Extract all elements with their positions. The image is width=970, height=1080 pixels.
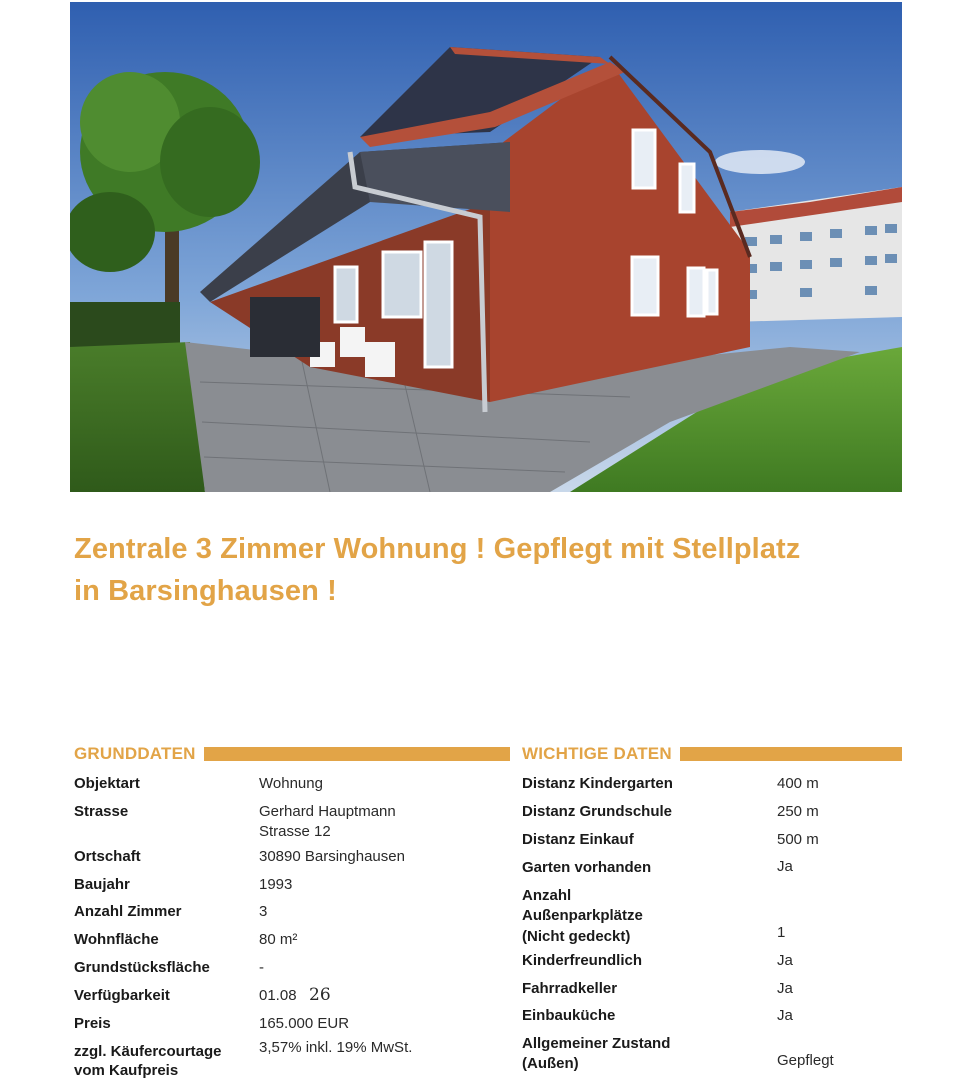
grunddaten-label: Grundstücksfläche [74,959,210,976]
wichtige-daten-value: Ja [777,980,793,997]
wichtige-daten-heading: WICHTIGE DATEN [522,744,672,763]
wichtige-daten-value: 400 m [777,775,819,792]
grunddaten-label: zzgl. Käufercourtage [74,1043,222,1060]
wichtige-daten-value: 500 m [777,831,819,848]
wichtige-daten-label: Garten vorhanden [522,859,652,876]
wichtige-daten-label: Anzahl [522,887,572,904]
wichtige-daten-value: Ja [777,858,793,875]
grunddaten-accent-bar [204,747,510,761]
wichtige-daten-label: Kinderfreundlich [522,952,643,969]
grunddaten-value: Gerhard Hauptmann [259,803,396,820]
property-photo [70,2,902,492]
grunddaten-header [74,742,510,766]
grunddaten-value: 80 m² [259,931,298,948]
grunddaten-label: Baujahr [74,876,130,893]
grunddaten-label-line-2: vom Kaufpreis [74,1062,179,1079]
handwritten-year: 26 [309,985,331,1005]
grunddaten-label: Ortschaft [74,848,141,865]
wichtige-daten-label: Distanz Einkauf [522,831,634,848]
grunddaten-value: 30890 Barsinghausen [259,848,405,865]
wichtige-daten-value: 250 m [777,803,819,820]
grunddaten-label: Verfügbarkeit [74,987,170,1004]
listing-title-line-1: Zentrale 3 Zimmer Wohnung ! Gepflegt mit Stellplatz [74,533,801,565]
grunddaten-label: Strasse [74,803,129,820]
grunddaten-value-line-2: Strasse 12 [259,823,331,840]
wichtige-daten-label-line-2: Außenparkplätze [522,907,643,924]
grunddaten-label: Anzahl Zimmer [74,903,182,920]
grunddaten-heading: GRUNDDATEN [74,744,196,763]
wichtige-daten-label: Fahrradkeller [522,980,618,997]
wichtige-daten-label-line-2: (Außen) [522,1055,579,1072]
grunddaten-value: 1993 [259,876,293,893]
wichtige-daten-label-line-3: (Nicht gedeckt) [522,928,631,945]
grunddaten-value: Wohnung [259,775,323,792]
wichtige-daten-value: Ja [777,952,793,969]
wichtige-daten-value: Gepflegt [777,1052,834,1069]
wichtige-daten-label: Allgemeiner Zustand [522,1035,671,1052]
grunddaten-value: 01.08 [259,987,297,1004]
wichtige-daten-value: Ja [777,1007,793,1024]
wichtige-daten-label: Einbauküche [522,1007,616,1024]
wichtige-daten-value: 1 [777,924,786,941]
grunddaten-label: Preis [74,1015,111,1032]
grunddaten-label: Objektart [74,775,140,792]
wichtige-daten-label: Distanz Grundschule [522,803,673,820]
wichtige-daten-label: Distanz Kindergarten [522,775,673,792]
grunddaten-value: 3,57% inkl. 19% MwSt. [259,1039,413,1056]
wichtige-daten-accent-bar [680,747,902,761]
listing-title-line-2: in Barsinghausen ! [74,575,337,607]
wichtige-daten-header [522,742,902,766]
grunddaten-value: 3 [259,903,268,920]
grunddaten-value: 165.000 EUR [259,1015,350,1032]
grunddaten-value: - [259,959,264,976]
listing-title [74,528,914,612]
grunddaten-label: Wohnfläche [74,931,159,948]
